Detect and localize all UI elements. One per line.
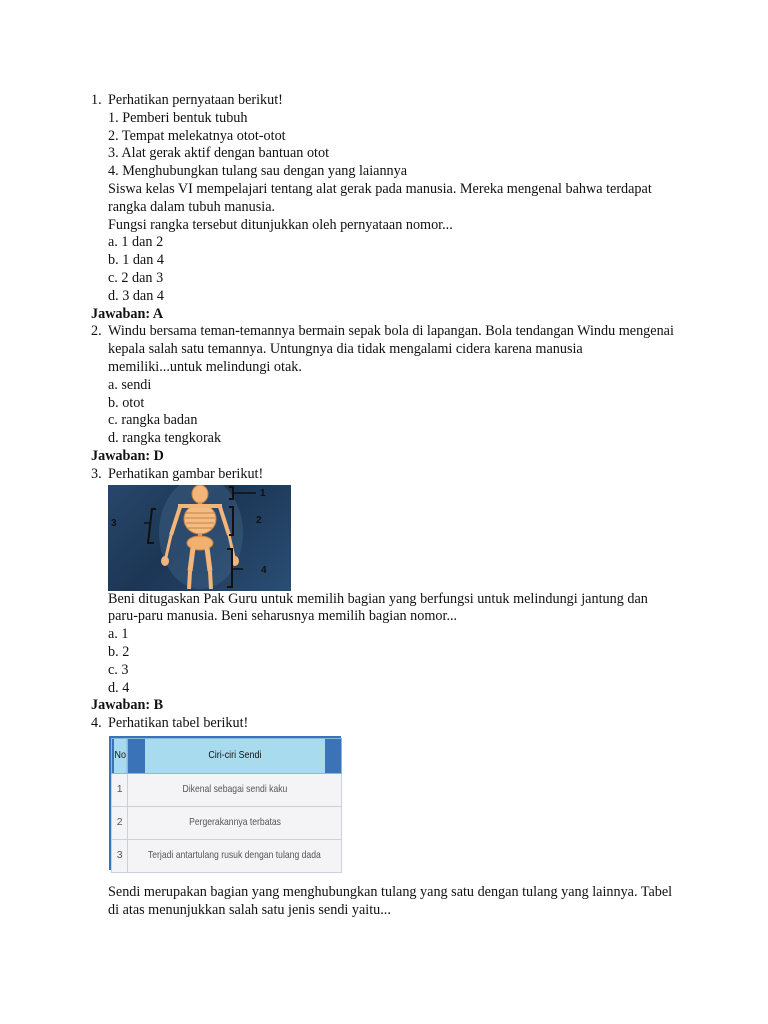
bracket-3 [148,509,156,543]
answer-2: Jawaban: D [91,447,164,464]
option-c: c. rangka badan [108,412,198,429]
question-1 [0,92,768,306]
table-cell: 3 [112,839,128,872]
table-cell [128,806,342,839]
option-b: b. 1 dan 4 [108,252,164,269]
statement-item: 1. Pemberi bentuk tubuh [108,109,248,126]
document-page [0,92,768,920]
skeleton-figure [108,485,291,591]
option-c: c. 2 dan 3 [108,269,164,286]
table-cell: 2 [112,806,128,839]
question-text: Fungsi rangka tersebut ditunjukkan oleh pernyataan nomor... [108,216,453,233]
table-cell-text: Dikenal sebagai sendi kaku [182,783,288,795]
option-b: b. 2 [108,643,130,660]
statement-list [108,110,768,181]
table-header: No [113,738,127,773]
question-context: Siswa kelas VI mempelajari tentang alat gerak pada manusia. Mereka mengenal bahwa terdapat rangka dalam tubuh manusia. [108,180,652,215]
question-text: Beni ditugaskan Pak Guru untuk memilih bagian yang berfungsi untuk melindungi jantung dan paru-paru manusia. Beni seharusnya memilih bagian nomor... [108,590,648,625]
option-d: d. rangka tengkorak [108,430,222,447]
question-number: 2. [91,323,102,340]
table-cell [128,839,342,872]
table-row [112,773,342,806]
question-intro: Perhatikan gambar berikut! [108,465,264,482]
option-b: b. otot [108,394,145,411]
option-c: c. 3 [108,661,129,678]
option-a: a. sendi [108,376,152,393]
table-row [112,806,342,839]
question-2 [0,323,768,448]
figure-label-2: 2 [256,514,262,526]
table-cell-text: Terjadi antartulang rusuk dengan tulang dada [148,849,322,861]
question-number: 3. [91,465,102,482]
question-4 [0,715,768,919]
statement-item: 4. Menghubungkan tulang sau dengan yang laiannya [108,163,408,180]
question-text: Windu bersama teman-temannya bermain sepak bola di lapangan. Bola tendangan Windu mengenai kepala salah satu temannya. Untungnya dia tidak mengalami cidera karena manusia memiliki...untuk melindungi otak. [108,323,674,375]
table-header: Ciri-ciri Sendi [144,738,326,773]
option-a: a. 1 dan 2 [108,234,164,251]
table-cell-text: Pergerakannya terbatas [188,816,281,828]
statement-item: 2. Tempat melekatnya otot-otot [108,127,286,144]
question-number: 4. [91,715,102,732]
question-3 [0,466,768,698]
option-d: d. 4 [108,679,130,696]
question-intro: Perhatikan pernyataan berikut! [108,92,283,108]
figure-label-4: 4 [261,564,267,576]
figure-label-3: 3 [111,517,117,529]
table-cell: 1 [112,773,128,806]
skeleton-image [108,485,291,591]
question-text: Sendi merupakan bagian yang menghubungkan tulang yang satu dengan tulang yang lainnya. Tabel di atas menunjukkan salah satu jenis sendi yaitu... [108,883,673,918]
answer-3: Jawaban: B [91,697,164,714]
option-a: a. 1 [108,626,129,643]
option-d: d. 3 dan 4 [108,287,164,304]
statement-item: 3. Alat gerak aktif dengan bantuan otot [108,145,330,162]
question-intro: Perhatikan tabel berikut! [108,715,249,732]
table-row [112,839,342,872]
table-cell [128,773,342,806]
answer-1: Jawaban: A [91,305,164,322]
question-number: 1. [91,92,102,108]
table-header-row [112,738,342,773]
figure-label-1: 1 [260,487,266,499]
sendi-table [109,736,341,870]
